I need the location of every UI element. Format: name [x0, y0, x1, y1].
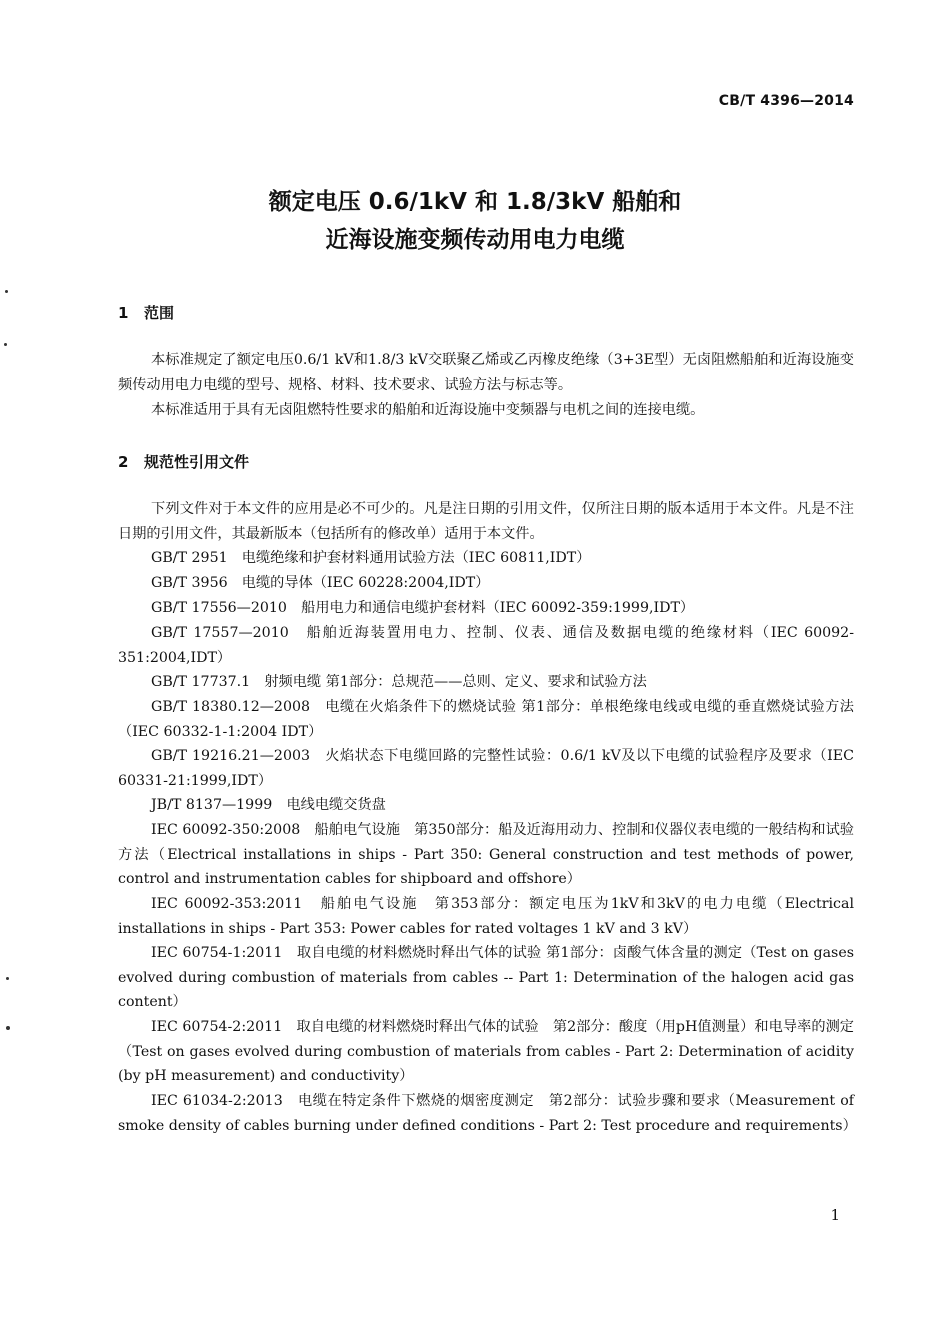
section-number: 1 [118, 304, 129, 322]
reference-item: GB/T 17737.1 射频电缆 第1部分：总规范——总则、定义、要求和试验方法 [151, 674, 647, 690]
page-number: 1 [830, 1206, 840, 1224]
reference-item: GB/T 3956 电缆的导体（IEC 60228:2004,IDT） [151, 575, 490, 591]
title-line-2: 近海设施变频传动用电力电缆 [325, 227, 625, 253]
reference-item: JB/T 8137—1999 电线电缆交货盘 [151, 797, 386, 813]
references-intro: 下列文件对于本文件的应用是必不可少的。凡是注日期的引用文件，仅所注日期的版本适用于本文件。凡是不注日期的引用文件，其最新版本（包括所有的修改单）适用于本文件。 [118, 501, 854, 542]
scan-speck [6, 1026, 10, 1030]
scan-speck [4, 343, 7, 346]
reference-item: IEC 61034-2:2013 电缆在特定条件下燃烧的烟密度测定 第2部分：试验步骤和要求（Measurement of smoke density of cables burning under defined conditions - Part 2: Test procedure and requirements） [118, 1093, 857, 1134]
reference-item: GB/T 19216.21—2003 火焰状态下电缆回路的完整性试验：0.6/1 kV及以下电缆的试验程序及要求（IEC 60331-21:1999,IDT） [118, 748, 854, 789]
section-title: 规范性引用文件 [144, 453, 250, 471]
scope-paragraph-2: 本标准适用于具有无卤阻燃特性要求的船舶和近海设施中变频器与电机之间的连接电缆。 [151, 402, 705, 418]
reference-item: IEC 60754-1:2011 取自电缆的材料燃烧时释出气体的试验 第1部分：卤酸气体含量的测定（Test on gases evolved during combustion of materials from cables -- Part 1: Determination of the halogen acid gas content） [118, 945, 854, 1011]
reference-item: GB/T 18380.12—2008 电缆在火焰条件下的燃烧试验 第1部分：单根绝缘电线或电缆的垂直燃烧试验方法（IEC 60332-1-1:2004 IDT） [118, 699, 854, 740]
scan-speck [5, 290, 8, 293]
reference-item: GB/T 17557—2010 船舶近海装置用电力、控制、仪表、通信及数据电缆的绝缘材料（IEC 60092-351:2004,IDT） [118, 625, 854, 666]
section-heading-scope [118, 302, 174, 323]
reference-item: IEC 60092-353:2011 船舶电气设施 第353部分：额定电压为1kV和3kV的电力电缆（Electrical installations in ships - Part 353: Power cables for rated voltages 1 kV and 3 kV） [118, 896, 854, 937]
reference-item: IEC 60092-350:2008 船舶电气设施 第350部分：船及近海用动力、控制和仪器仪表电缆的一般结构和试验方法（Electrical installations in ships - Part 350: General construction and test methods of power, control and instrumentation cables for shipboard and offshore） [118, 822, 854, 888]
reference-item: GB/T 2951 电缆绝缘和护套材料通用试验方法（IEC 60811,IDT） [151, 550, 591, 566]
section-heading-normative-references [118, 451, 249, 472]
title-line-1: 额定电压 0.6/1kV 和 1.8/3kV 船舶和 [268, 189, 682, 215]
scope-paragraph-1: 本标准规定了额定电压0.6/1 kV和1.8/3 kV交联聚乙烯或乙丙橡皮绝缘（3+3E型）无卤阻燃船舶和近海设施变频传动用电力电缆的型号、规格、材料、技术要求、试验方法与标志等。 [118, 352, 854, 393]
section-title: 范围 [144, 304, 175, 322]
document-title [0, 183, 950, 259]
standard-code: CB/T 4396—2014 [718, 93, 854, 109]
scan-speck [6, 977, 9, 980]
reference-item: IEC 60754-2:2011 取自电缆的材料燃烧时释出气体的试验 第2部分：酸度（用pH值测量）和电导率的测定（Test on gases evolved during combustion of materials from cables - Part 2: Determination of acidity (by pH measurement) and conductivity） [118, 1019, 854, 1085]
section-number: 2 [118, 453, 129, 471]
reference-item: GB/T 17556—2010 船用电力和通信电缆护套材料（IEC 60092-359:1999,IDT） [151, 600, 695, 616]
